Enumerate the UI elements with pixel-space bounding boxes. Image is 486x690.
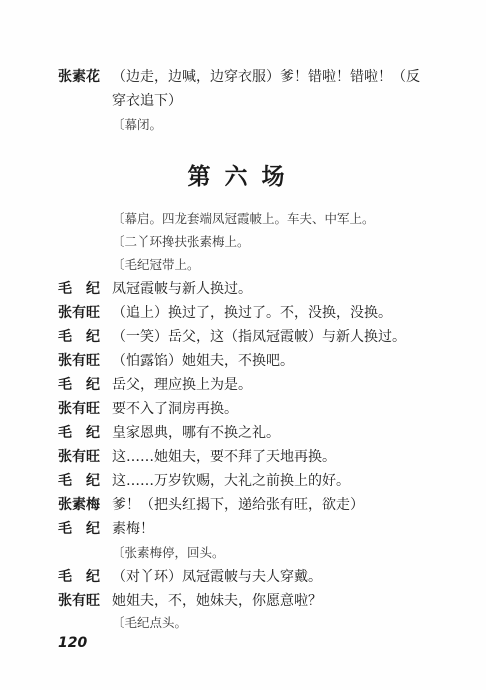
line-text: 〔张素梅停，回头。 bbox=[112, 545, 225, 560]
line-text: 〔幕启。四龙套端凤冠霞帔上。车夫、中军上。 bbox=[112, 211, 375, 226]
line-text: 爹！（把头红揭下，递给张有旺，欲走） bbox=[112, 497, 364, 513]
page-number: 120 bbox=[58, 635, 88, 651]
speaker-name: 毛 纪 bbox=[58, 329, 100, 345]
line-text: （对丫环）凤冠霞帔与夫人穿戴。 bbox=[112, 569, 322, 585]
speaker-name: 张有旺 bbox=[58, 353, 100, 369]
speaker-name: 毛 纪 bbox=[58, 521, 100, 537]
speaker-name: 毛 纪 bbox=[58, 425, 100, 441]
line-text: 要不入了洞房再换。 bbox=[112, 401, 238, 417]
line-text: （追上）换过了，换过了。不，没换，没换。 bbox=[112, 305, 392, 321]
line-text: （怕露馅）她姐夫，不换吧。 bbox=[112, 353, 294, 369]
line-text: 〔毛纪点头。 bbox=[112, 615, 188, 630]
speaker-name: 毛 纪 bbox=[58, 569, 100, 585]
scene-title: 第六场 bbox=[187, 163, 299, 190]
line-text: 岳父，理应换上为是。 bbox=[112, 377, 252, 393]
speaker-name: 张有旺 bbox=[58, 593, 100, 609]
line-text: （一笑）岳父，这（指凤冠霞帔）与新人换过。 bbox=[112, 329, 406, 345]
speaker-name: 毛 纪 bbox=[58, 281, 100, 297]
line-text: 〔二丫环搀扶张素梅上。 bbox=[112, 234, 250, 249]
speaker-name: 张素花 bbox=[58, 69, 100, 85]
line-text: （边走，边喊，边穿衣服）爹！错啦！错啦！（反 bbox=[112, 69, 420, 85]
speaker-name: 张有旺 bbox=[58, 449, 100, 465]
speaker-name: 张有旺 bbox=[58, 401, 100, 417]
line-text: 这……她姐夫，要不拜了天地再换。 bbox=[112, 449, 336, 465]
line-text: 这……万岁钦赐，大礼之前换上的好。 bbox=[112, 473, 350, 489]
line-text: 穿衣追下） bbox=[112, 93, 182, 109]
speaker-name: 张素梅 bbox=[58, 497, 100, 513]
line-text: 皇家恩典，哪有不换之礼。 bbox=[112, 425, 280, 441]
speaker-name: 毛 纪 bbox=[58, 377, 100, 393]
line-text: 素梅！ bbox=[112, 521, 154, 537]
line-text: 〔毛纪冠带上。 bbox=[112, 257, 200, 272]
line-text: 〔幕闭。 bbox=[112, 117, 163, 132]
line-text: 凤冠霞帔与新人换过。 bbox=[112, 281, 252, 297]
line-text: 她姐夫，不，她妹夫，你愿意啦？ bbox=[112, 593, 322, 609]
speaker-name: 张有旺 bbox=[58, 305, 100, 321]
speaker-name: 毛 纪 bbox=[58, 473, 100, 489]
